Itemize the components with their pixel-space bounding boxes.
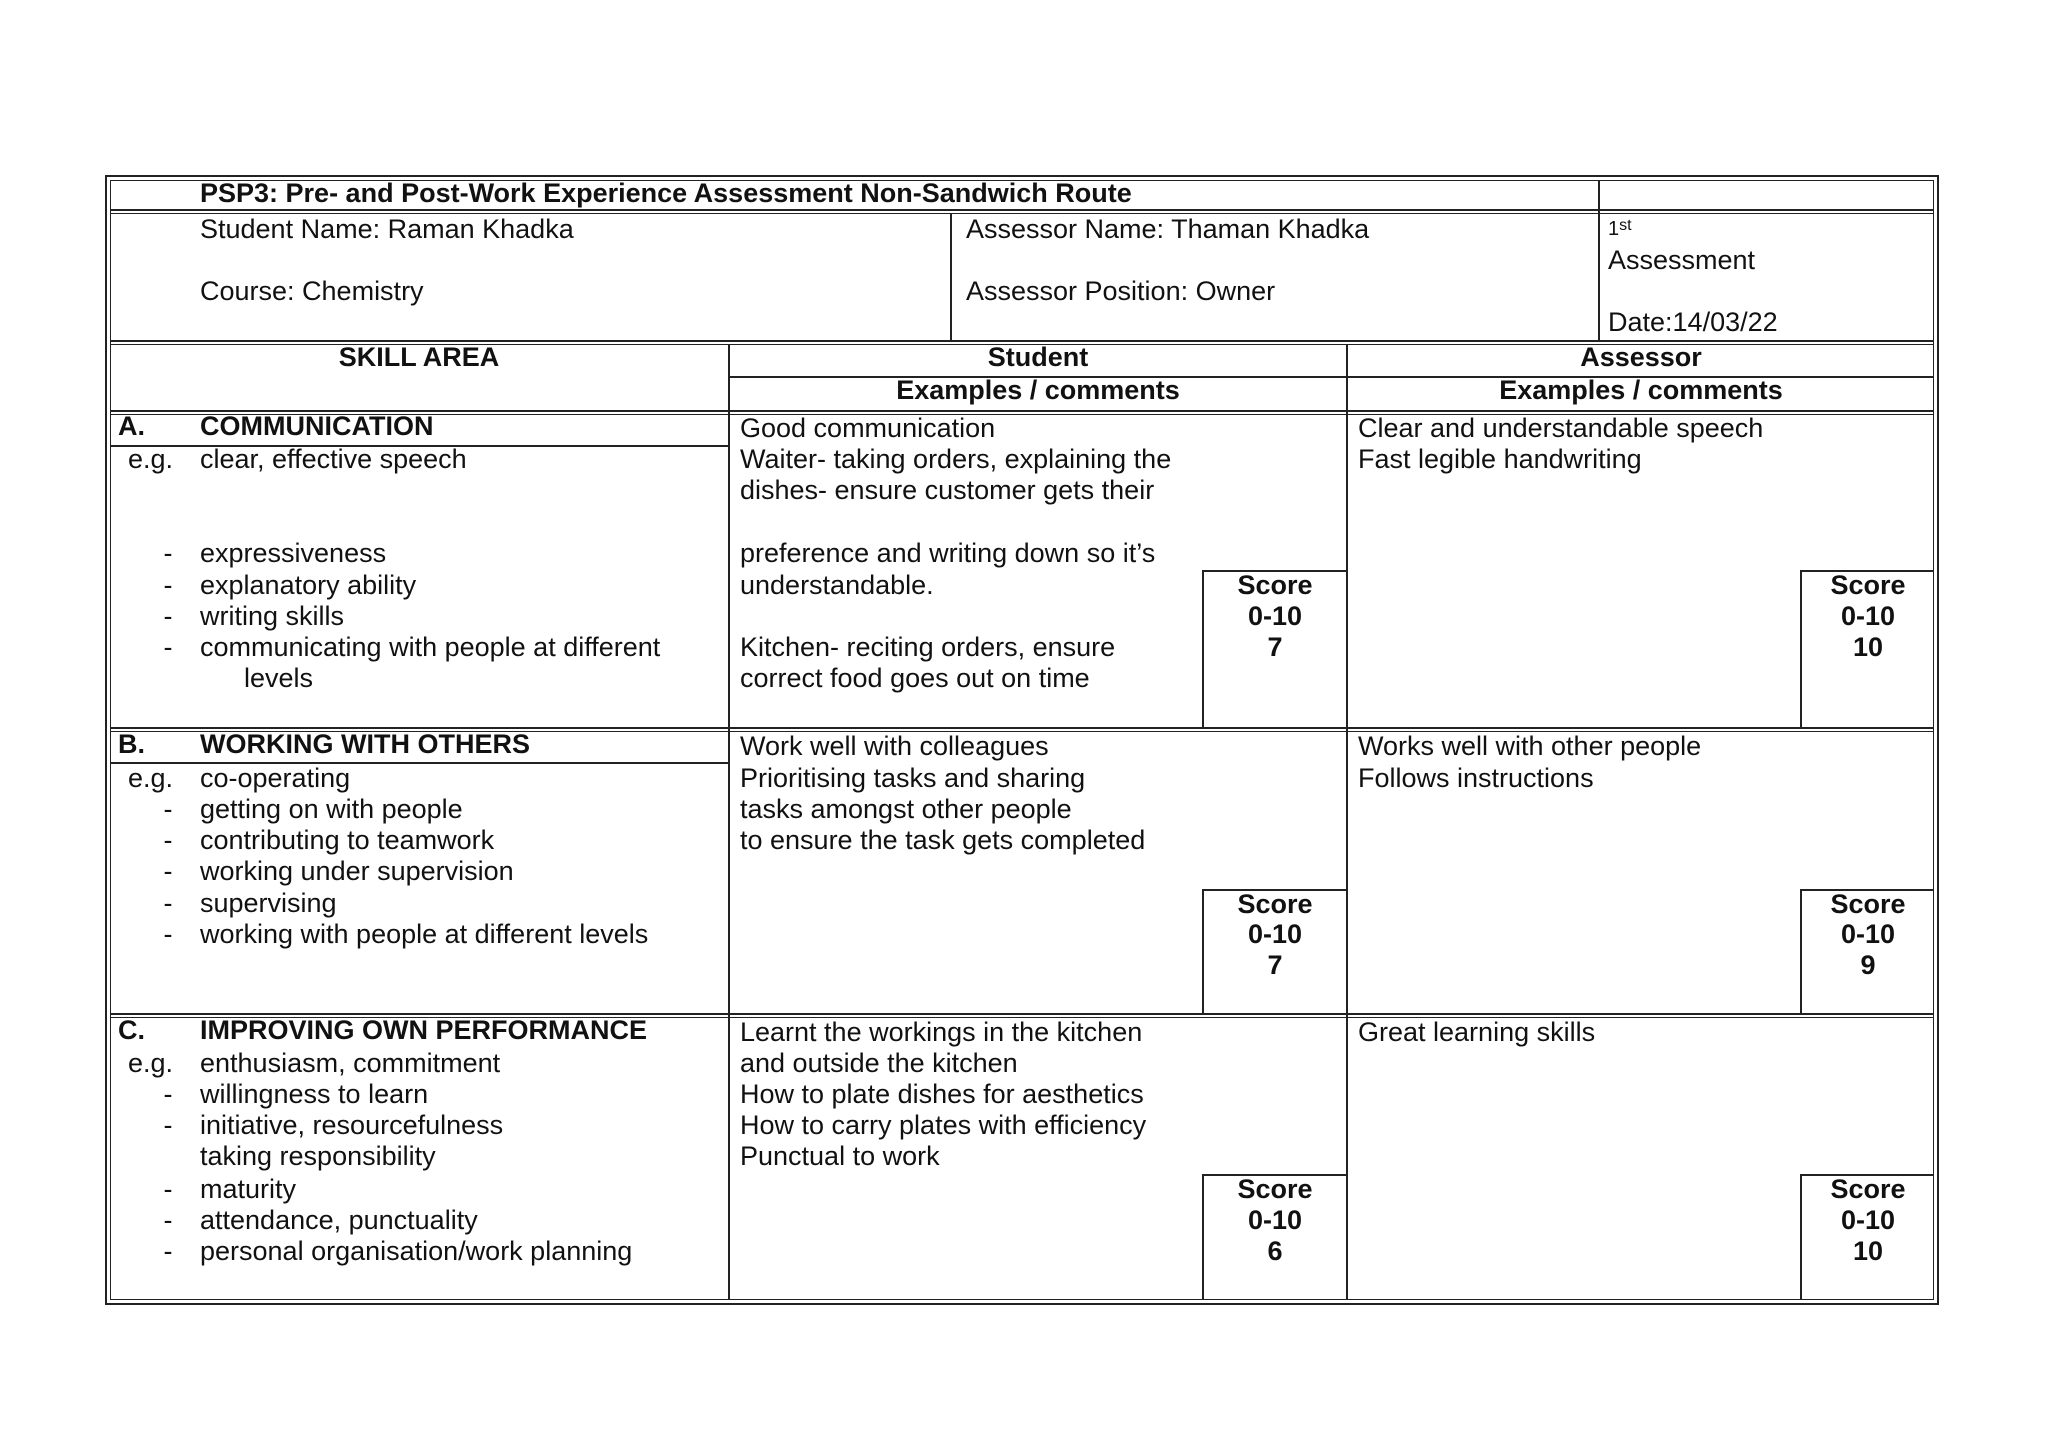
assessor-comment-line: Works well with other people — [1358, 731, 1702, 761]
list-item: explanatory ability — [200, 570, 417, 600]
assessor-name: Assessor Name: Thaman Khadka — [966, 214, 1370, 244]
student-comment-line: Waiter- taking orders, explaining the — [740, 444, 1172, 474]
section-b-eg: co-operating — [200, 763, 351, 793]
list-item: personal organisation/work planning — [200, 1236, 633, 1266]
rule — [1346, 344, 1348, 1300]
section-a-eg-label: e.g. — [128, 444, 174, 474]
bullet: - — [163, 1236, 173, 1266]
list-item: willingness to learn — [200, 1079, 429, 1109]
score-label: Score — [1830, 570, 1906, 600]
bullet: - — [163, 1205, 173, 1235]
student-name: Student Name: Raman Khadka — [200, 214, 574, 244]
assessment-number — [1608, 214, 1632, 245]
list-item: expressiveness — [200, 538, 387, 568]
assessment-number-suffix: st — [1619, 217, 1632, 234]
list-item: attendance, punctuality — [200, 1205, 478, 1235]
student-comment-line: Prioritising tasks and sharing — [740, 763, 1086, 793]
rule — [950, 213, 952, 340]
student-comment-line: to ensure the task gets completed — [740, 825, 1146, 855]
score-label: Score — [1237, 889, 1313, 919]
list-item: initiative, resourcefulness — [200, 1110, 504, 1140]
student-score-c: 6 — [1267, 1236, 1283, 1266]
bullet: - — [163, 794, 173, 824]
list-item: supervising — [200, 888, 337, 918]
student-comment-line: How to plate dishes for aesthetics — [740, 1079, 1144, 1109]
section-a-title: COMMUNICATION — [200, 411, 434, 441]
section-c-eg-label: e.g. — [128, 1048, 174, 1078]
student-comment-line: Work well with colleagues — [740, 731, 1049, 761]
bullet: - — [163, 825, 173, 855]
rule — [1598, 180, 1600, 340]
assessor-header: Assessor — [1580, 342, 1702, 372]
student-comment-line: correct food goes out on time — [740, 663, 1090, 693]
section-b-eg-label: e.g. — [128, 763, 174, 793]
score-label: Score — [1237, 570, 1313, 600]
assessor-score-a: 10 — [1852, 632, 1884, 662]
list-item: communicating with people at different — [200, 632, 661, 662]
list-item: levels — [244, 663, 314, 693]
assessor-comment-line: Follows instructions — [1358, 763, 1594, 793]
student-comment-line: tasks amongst other people — [740, 794, 1072, 824]
assessment-number-value: 1 — [1608, 218, 1620, 240]
student-comment-line: How to carry plates with efficiency — [740, 1110, 1147, 1140]
course: Course: Chemistry — [200, 276, 424, 306]
bullet: - — [163, 1110, 173, 1140]
score-label: Score — [1830, 1174, 1906, 1204]
student-comment-line: dishes- ensure customer gets their — [740, 475, 1155, 505]
bullet: - — [163, 570, 173, 600]
skill-area-header: SKILL AREA — [338, 342, 500, 372]
assessor-position: Assessor Position: Owner — [966, 276, 1276, 306]
section-a-letter: A. — [118, 411, 145, 441]
rule — [728, 344, 730, 1300]
student-comment-line: understandable. — [740, 570, 934, 600]
assessor-score-c: 10 — [1852, 1236, 1884, 1266]
assessor-comment-line: Clear and understandable speech — [1358, 413, 1764, 443]
section-c-title: IMPROVING OWN PERFORMANCE — [200, 1015, 648, 1045]
score-range: 0-10 — [1247, 919, 1303, 949]
student-comment-line: Learnt the workings in the kitchen — [740, 1017, 1143, 1047]
section-a-eg: clear, effective speech — [200, 444, 467, 474]
bullet: - — [163, 538, 173, 568]
bullet: - — [163, 601, 173, 631]
list-item: maturity — [200, 1174, 297, 1204]
bullet: - — [163, 1079, 173, 1109]
score-label: Score — [1237, 1174, 1313, 1204]
bullet: - — [163, 1174, 173, 1204]
list-item: taking responsibility — [200, 1141, 436, 1171]
score-label: Score — [1830, 889, 1906, 919]
list-item: working under supervision — [200, 856, 514, 886]
assessor-comment-line: Great learning skills — [1358, 1017, 1596, 1047]
section-c-letter: C. — [118, 1015, 145, 1045]
section-b-title: WORKING WITH OTHERS — [200, 729, 530, 759]
bullet: - — [163, 919, 173, 949]
list-item: working with people at different levels — [200, 919, 649, 949]
student-comment-line: Punctual to work — [740, 1141, 940, 1171]
list-item: writing skills — [200, 601, 345, 631]
student-examples-header: Examples / comments — [896, 375, 1180, 405]
score-range: 0-10 — [1247, 1205, 1303, 1235]
assessor-comment-line: Fast legible handwriting — [1358, 444, 1642, 474]
assessor-score-b: 9 — [1860, 950, 1876, 980]
list-item: contributing to teamwork — [200, 825, 495, 855]
assessor-examples-header: Examples / comments — [1499, 375, 1783, 405]
score-range: 0-10 — [1840, 601, 1896, 631]
score-range: 0-10 — [1247, 601, 1303, 631]
form-title: PSP3: Pre- and Post-Work Experience Assessment Non-Sandwich Route — [200, 178, 1132, 208]
student-score-b: 7 — [1267, 950, 1283, 980]
score-range: 0-10 — [1840, 919, 1896, 949]
list-item: getting on with people — [200, 794, 463, 824]
bullet: - — [163, 632, 173, 662]
student-comment-line: and outside the kitchen — [740, 1048, 1018, 1078]
student-score-a: 7 — [1267, 632, 1283, 662]
section-c-eg: enthusiasm, commitment — [200, 1048, 501, 1078]
bullet: - — [163, 888, 173, 918]
student-comment-line: preference and writing down so it’s — [740, 538, 1156, 568]
score-range: 0-10 — [1840, 1205, 1896, 1235]
assessment-label: Assessment — [1608, 245, 1756, 275]
student-comment-line: Kitchen- reciting orders, ensure — [740, 632, 1116, 662]
bullet: - — [163, 856, 173, 886]
assessment-date: Date:14/03/22 — [1608, 307, 1778, 337]
student-header: Student — [987, 342, 1089, 372]
section-b-letter: B. — [118, 729, 145, 759]
rule — [110, 209, 1934, 211]
student-comment-line: Good communication — [740, 413, 996, 443]
